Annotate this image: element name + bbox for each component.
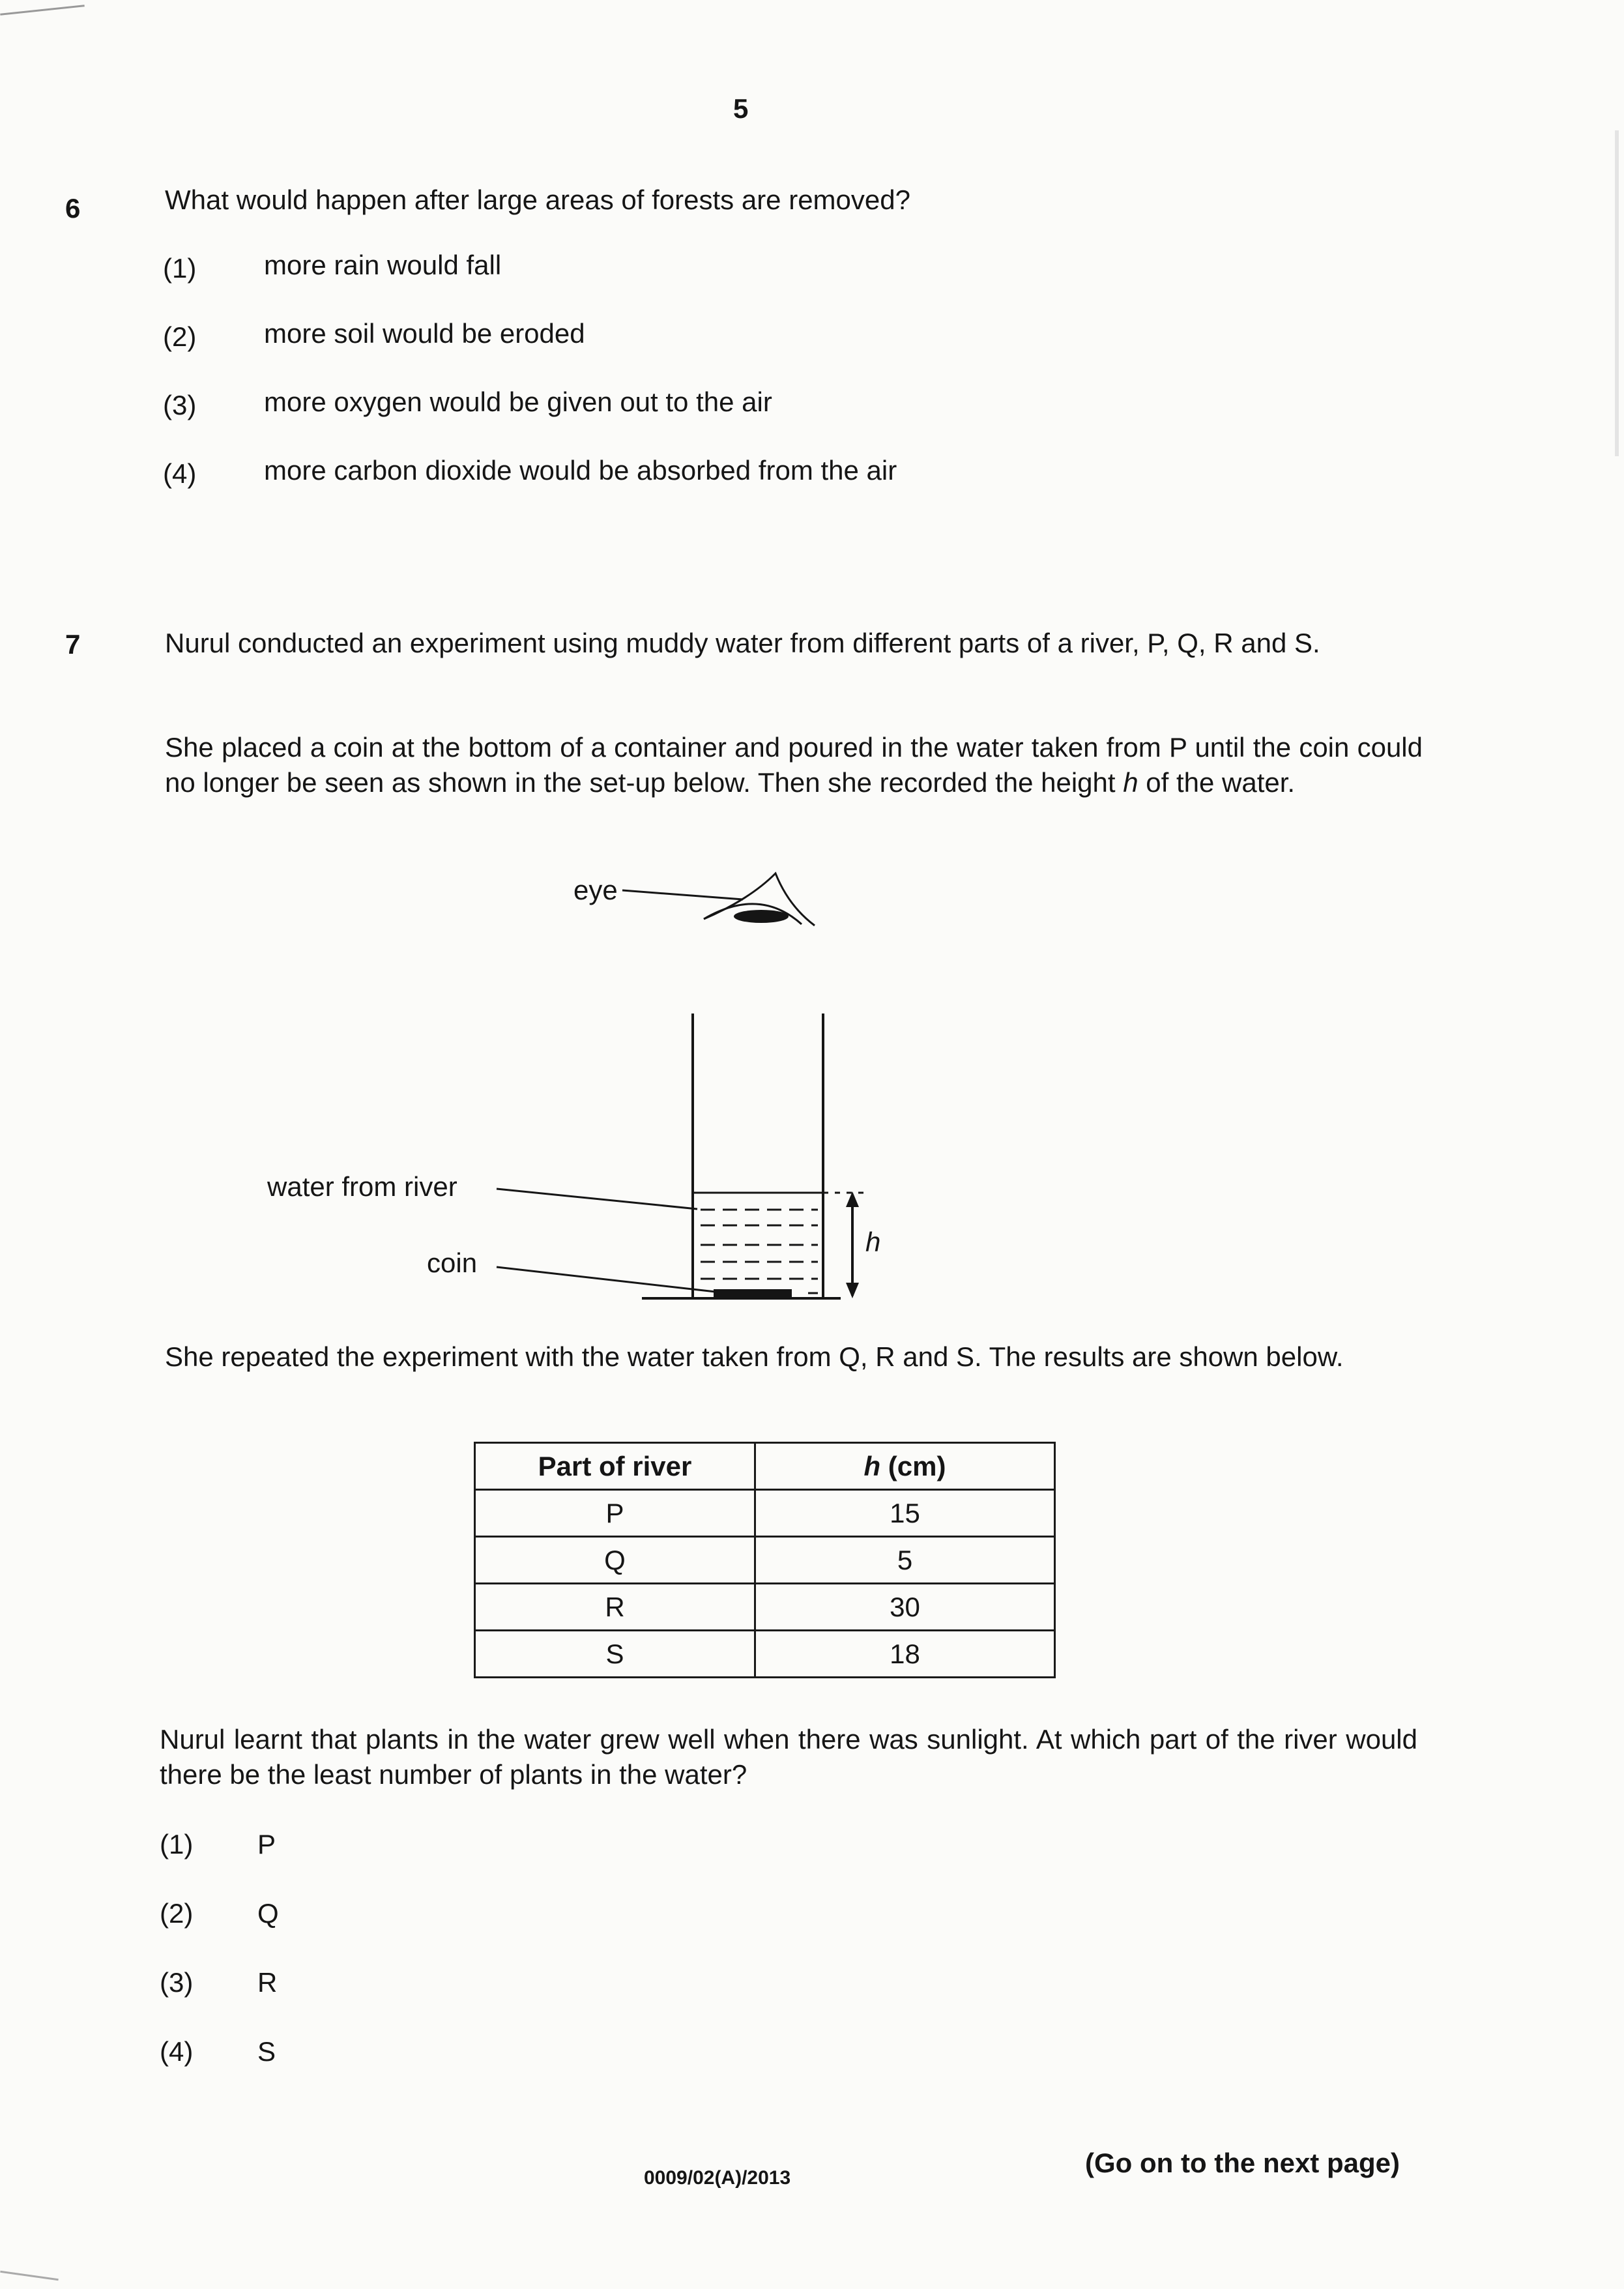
- experiment-setup-diagram: [235, 847, 951, 1317]
- go-on-next-page: (Go on to the next page): [1085, 2148, 1400, 2178]
- q6-option-2-number: (2): [163, 321, 197, 352]
- muddy-water: [693, 1193, 823, 1293]
- table-row: [475, 1537, 1055, 1584]
- question-7-intro: Nurul conducted an experiment using muddy water from different parts of a river, P, Q, R and S.: [165, 628, 1320, 658]
- container: [642, 1013, 841, 1298]
- eye-leader-line: [622, 890, 743, 899]
- cell-part: Q: [475, 1537, 755, 1584]
- cell-part: S: [475, 1631, 755, 1678]
- q6-option-4-text: more carbon dioxide would be absorbed from the air: [264, 455, 897, 486]
- table-row: [475, 1490, 1055, 1537]
- table-row: [475, 1584, 1055, 1631]
- header-unit: (cm): [880, 1450, 946, 1481]
- height-arrow: [846, 1191, 859, 1298]
- eye-label: eye: [573, 875, 618, 905]
- cell-part: R: [475, 1584, 755, 1631]
- q7-option-2-text: Q: [257, 1898, 279, 1929]
- question-7-question: Nurul learnt that plants in the water grew well when there was sunlight. At which part of the river would there be the least number of plants in the water?: [160, 1724, 1417, 1790]
- cell-part: P: [475, 1490, 755, 1537]
- q7-option-1-text: P: [257, 1829, 276, 1859]
- q7-option-3-number: (3): [160, 1967, 194, 1998]
- q7-option-4-number: (4): [160, 2036, 194, 2067]
- q7-option-4-text: S: [257, 2036, 276, 2067]
- scan-mark-bottom-left: [0, 2271, 59, 2281]
- method-text-2: of the water.: [1138, 767, 1296, 798]
- header-part-of-river: Part of river: [475, 1443, 755, 1490]
- q6-option-3-number: (3): [163, 390, 197, 420]
- scan-edge-right: [1615, 130, 1619, 456]
- table-row: [475, 1631, 1055, 1678]
- header-h: h: [863, 1450, 881, 1481]
- question-7-number: 7: [65, 629, 81, 660]
- cell-h: 15: [755, 1490, 1055, 1537]
- height-label: h: [865, 1227, 881, 1257]
- coin-leader-line: [497, 1267, 716, 1292]
- water-label: water from river: [267, 1171, 457, 1202]
- cell-h: 18: [755, 1631, 1055, 1678]
- coin-label: coin: [427, 1247, 478, 1278]
- paper-code: 0009/02(A)/2013: [644, 2167, 791, 2189]
- q6-option-2-text: more soil would be eroded: [264, 318, 585, 349]
- question-6-stem: What would happen after large areas of forests are removed?: [165, 184, 910, 215]
- question-7-method: [165, 730, 1423, 800]
- question-7-repeat: She repeated the experiment with the water taken from Q, R and S. The results are shown below.: [165, 1341, 1344, 1372]
- cell-h: 30: [755, 1584, 1055, 1631]
- results-table: [474, 1442, 1056, 1678]
- q7-option-2-number: (2): [160, 1898, 194, 1929]
- q7-option-1-number: (1): [160, 1829, 194, 1859]
- eye-icon: [704, 873, 815, 926]
- question-6-number: 6: [65, 193, 81, 224]
- page-number: 5: [733, 93, 749, 124]
- header-h-cm: [755, 1443, 1055, 1490]
- cell-h: 5: [755, 1537, 1055, 1584]
- water-leader-line: [497, 1189, 697, 1209]
- q6-option-3-text: more oxygen would be given out to the air: [264, 386, 772, 417]
- q7-option-3-text: R: [257, 1967, 278, 1998]
- method-h: h: [1123, 767, 1138, 798]
- q6-option-1-number: (1): [163, 253, 197, 284]
- table-header-row: [475, 1443, 1055, 1490]
- scan-mark-top-left: [0, 5, 85, 16]
- q6-option-1-text: more rain would fall: [264, 250, 502, 280]
- coin: [714, 1289, 792, 1298]
- method-text-1: She placed a coin at the bottom of a container and poured in the water taken from P until the coin could no longer be seen as shown in the set-up below. Then she recorded the height: [165, 732, 1423, 798]
- q6-option-4-number: (4): [163, 458, 197, 489]
